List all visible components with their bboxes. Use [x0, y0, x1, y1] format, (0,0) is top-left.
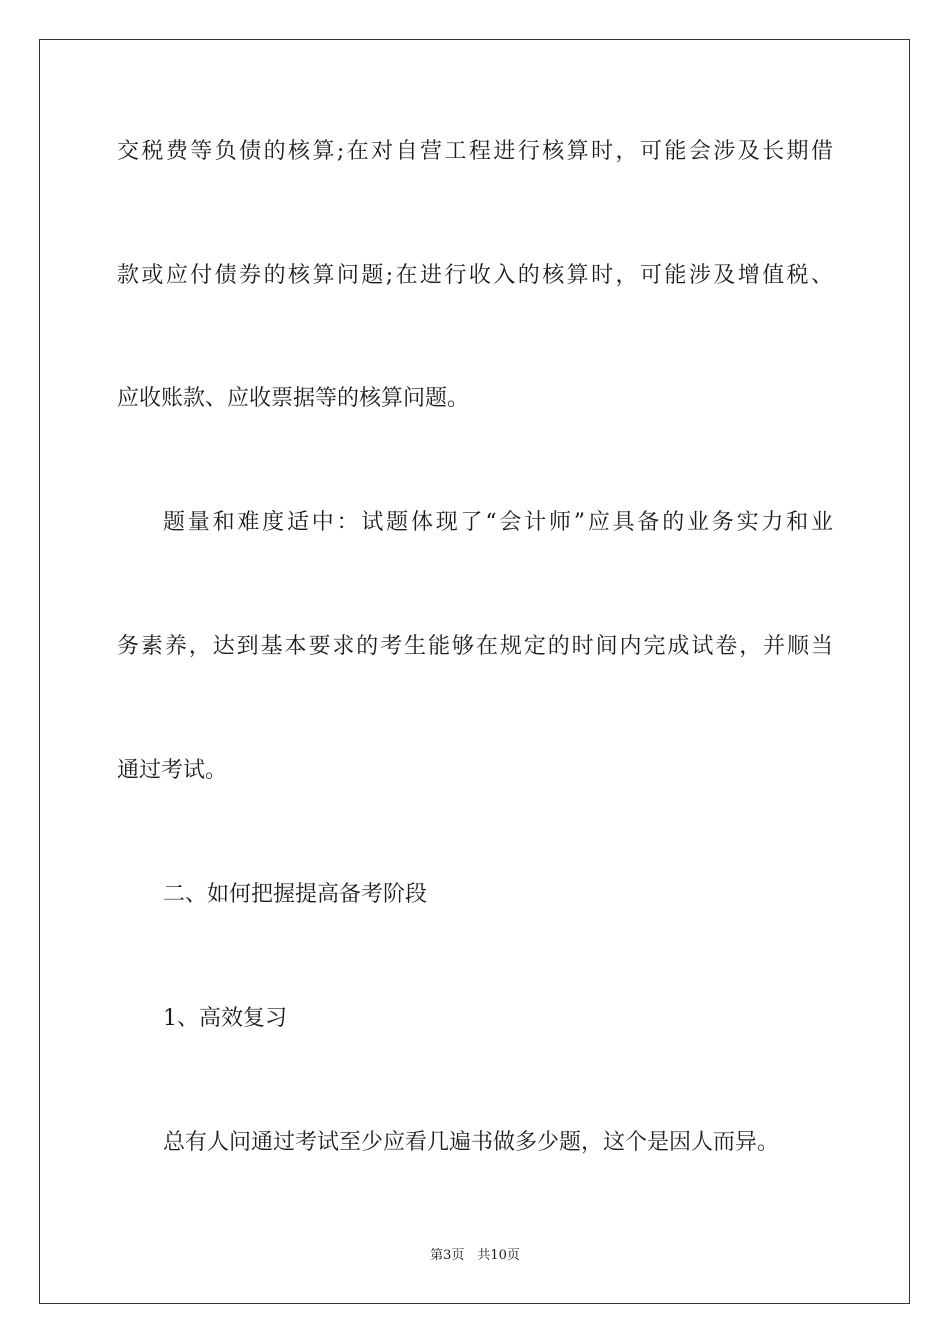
paragraph-line: 题量和难度适中：试题体现了“会计师”应具备的业务实力和业 [163, 510, 833, 535]
paragraph-line: 通过考试。 [117, 758, 228, 783]
paragraph-line: 款或应付债券的核算问题;在进行收入的核算时，可能涉及增值税、 [117, 263, 833, 288]
paragraph-line: 交税费等负债的核算;在对自营工程进行核算时，可能会涉及长期借 [117, 139, 833, 164]
paragraph-line: 应收账款、应收票据等的核算问题。 [117, 386, 470, 411]
page-number-footer: 第3页 共10页 [430, 1248, 520, 1263]
page-frame [39, 39, 910, 1304]
paragraph-line: 总有人问通过考试至少应看几遍书做多少题，这个是因人而异。 [163, 1130, 780, 1155]
section-heading: 二、如何把握提高备考阶段 [163, 882, 428, 907]
subsection-heading: 1、高效复习 [163, 1006, 287, 1031]
paragraph-line: 务素养，达到基本要求的考生能够在规定的时间内完成试卷，并顺当 [117, 634, 833, 659]
